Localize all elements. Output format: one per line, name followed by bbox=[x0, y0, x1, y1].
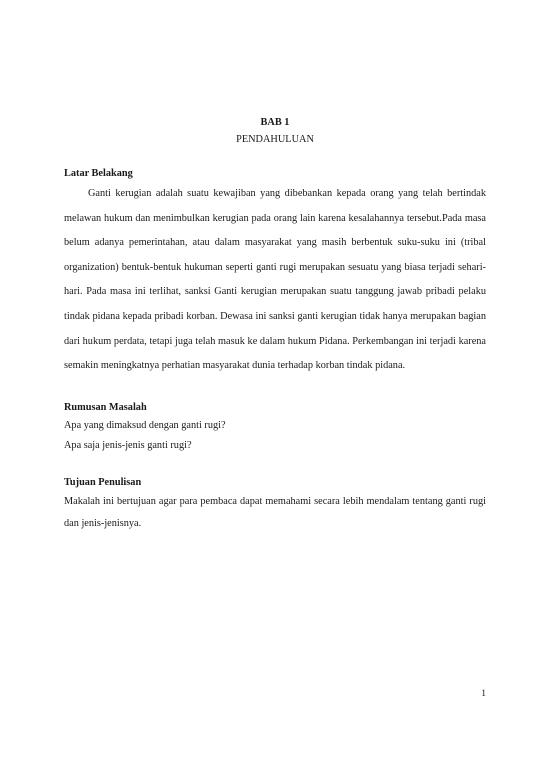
spacer bbox=[64, 148, 486, 165]
spacer bbox=[64, 379, 486, 399]
section-heading-purpose: Tujuan Penulisan bbox=[64, 476, 142, 488]
problem-question-1: Apa yang dimaksud dengan ganti rugi? bbox=[64, 419, 226, 431]
problem-question-2: Apa saja jenis-jenis ganti rugi? bbox=[64, 439, 192, 451]
spacer bbox=[64, 456, 486, 474]
section-heading-problem: Rumusan Masalah bbox=[64, 401, 147, 413]
chapter-title: PENDAHULUAN bbox=[236, 134, 314, 145]
background-paragraph: Ganti kerugian adalah suatu kewajiban yang dibebankan kepada orang yang telah bertindak melawan hukum dan menimbulkan kerugian pada orang lain karena kesalahannya tersebut.Pada masa belum adanya pemerintahan, atau dalam masyarakat yang masih berbentuk suku-suku ini (tribal organization) bentuk-bentuk hukuman seperti ganti rugi merupakan sesuatu yang biasa terjadi sehari-hari. Pada masa ini terlihat, sanksi Ganti kerugian merupakan suatu tanggung jawab pribadi pelaku tindak pidana kepada pribadi korban. Dewasa ini sanksi ganti kerugian tidak hanya merupakan bagian dari hukum perdata, tetapi juga telah masuk ke dalam hukum Pidana. Perkembangan ini terjadi karena semakin meningkatnya perhatian masyarakat dunia terhadap korban tindak pidana. bbox=[64, 188, 486, 372]
page-content bbox=[64, 114, 486, 535]
chapter-number: BAB 1 bbox=[260, 117, 290, 128]
section-heading-background: Latar Belakang bbox=[64, 168, 133, 179]
page-number: 1 bbox=[481, 689, 486, 699]
purpose-paragraph: Makalah ini bertujuan agar para pembaca dapat memahami secara lebih mendalam tentang ganti rugi dan jenis-jenisnya. bbox=[64, 495, 486, 529]
